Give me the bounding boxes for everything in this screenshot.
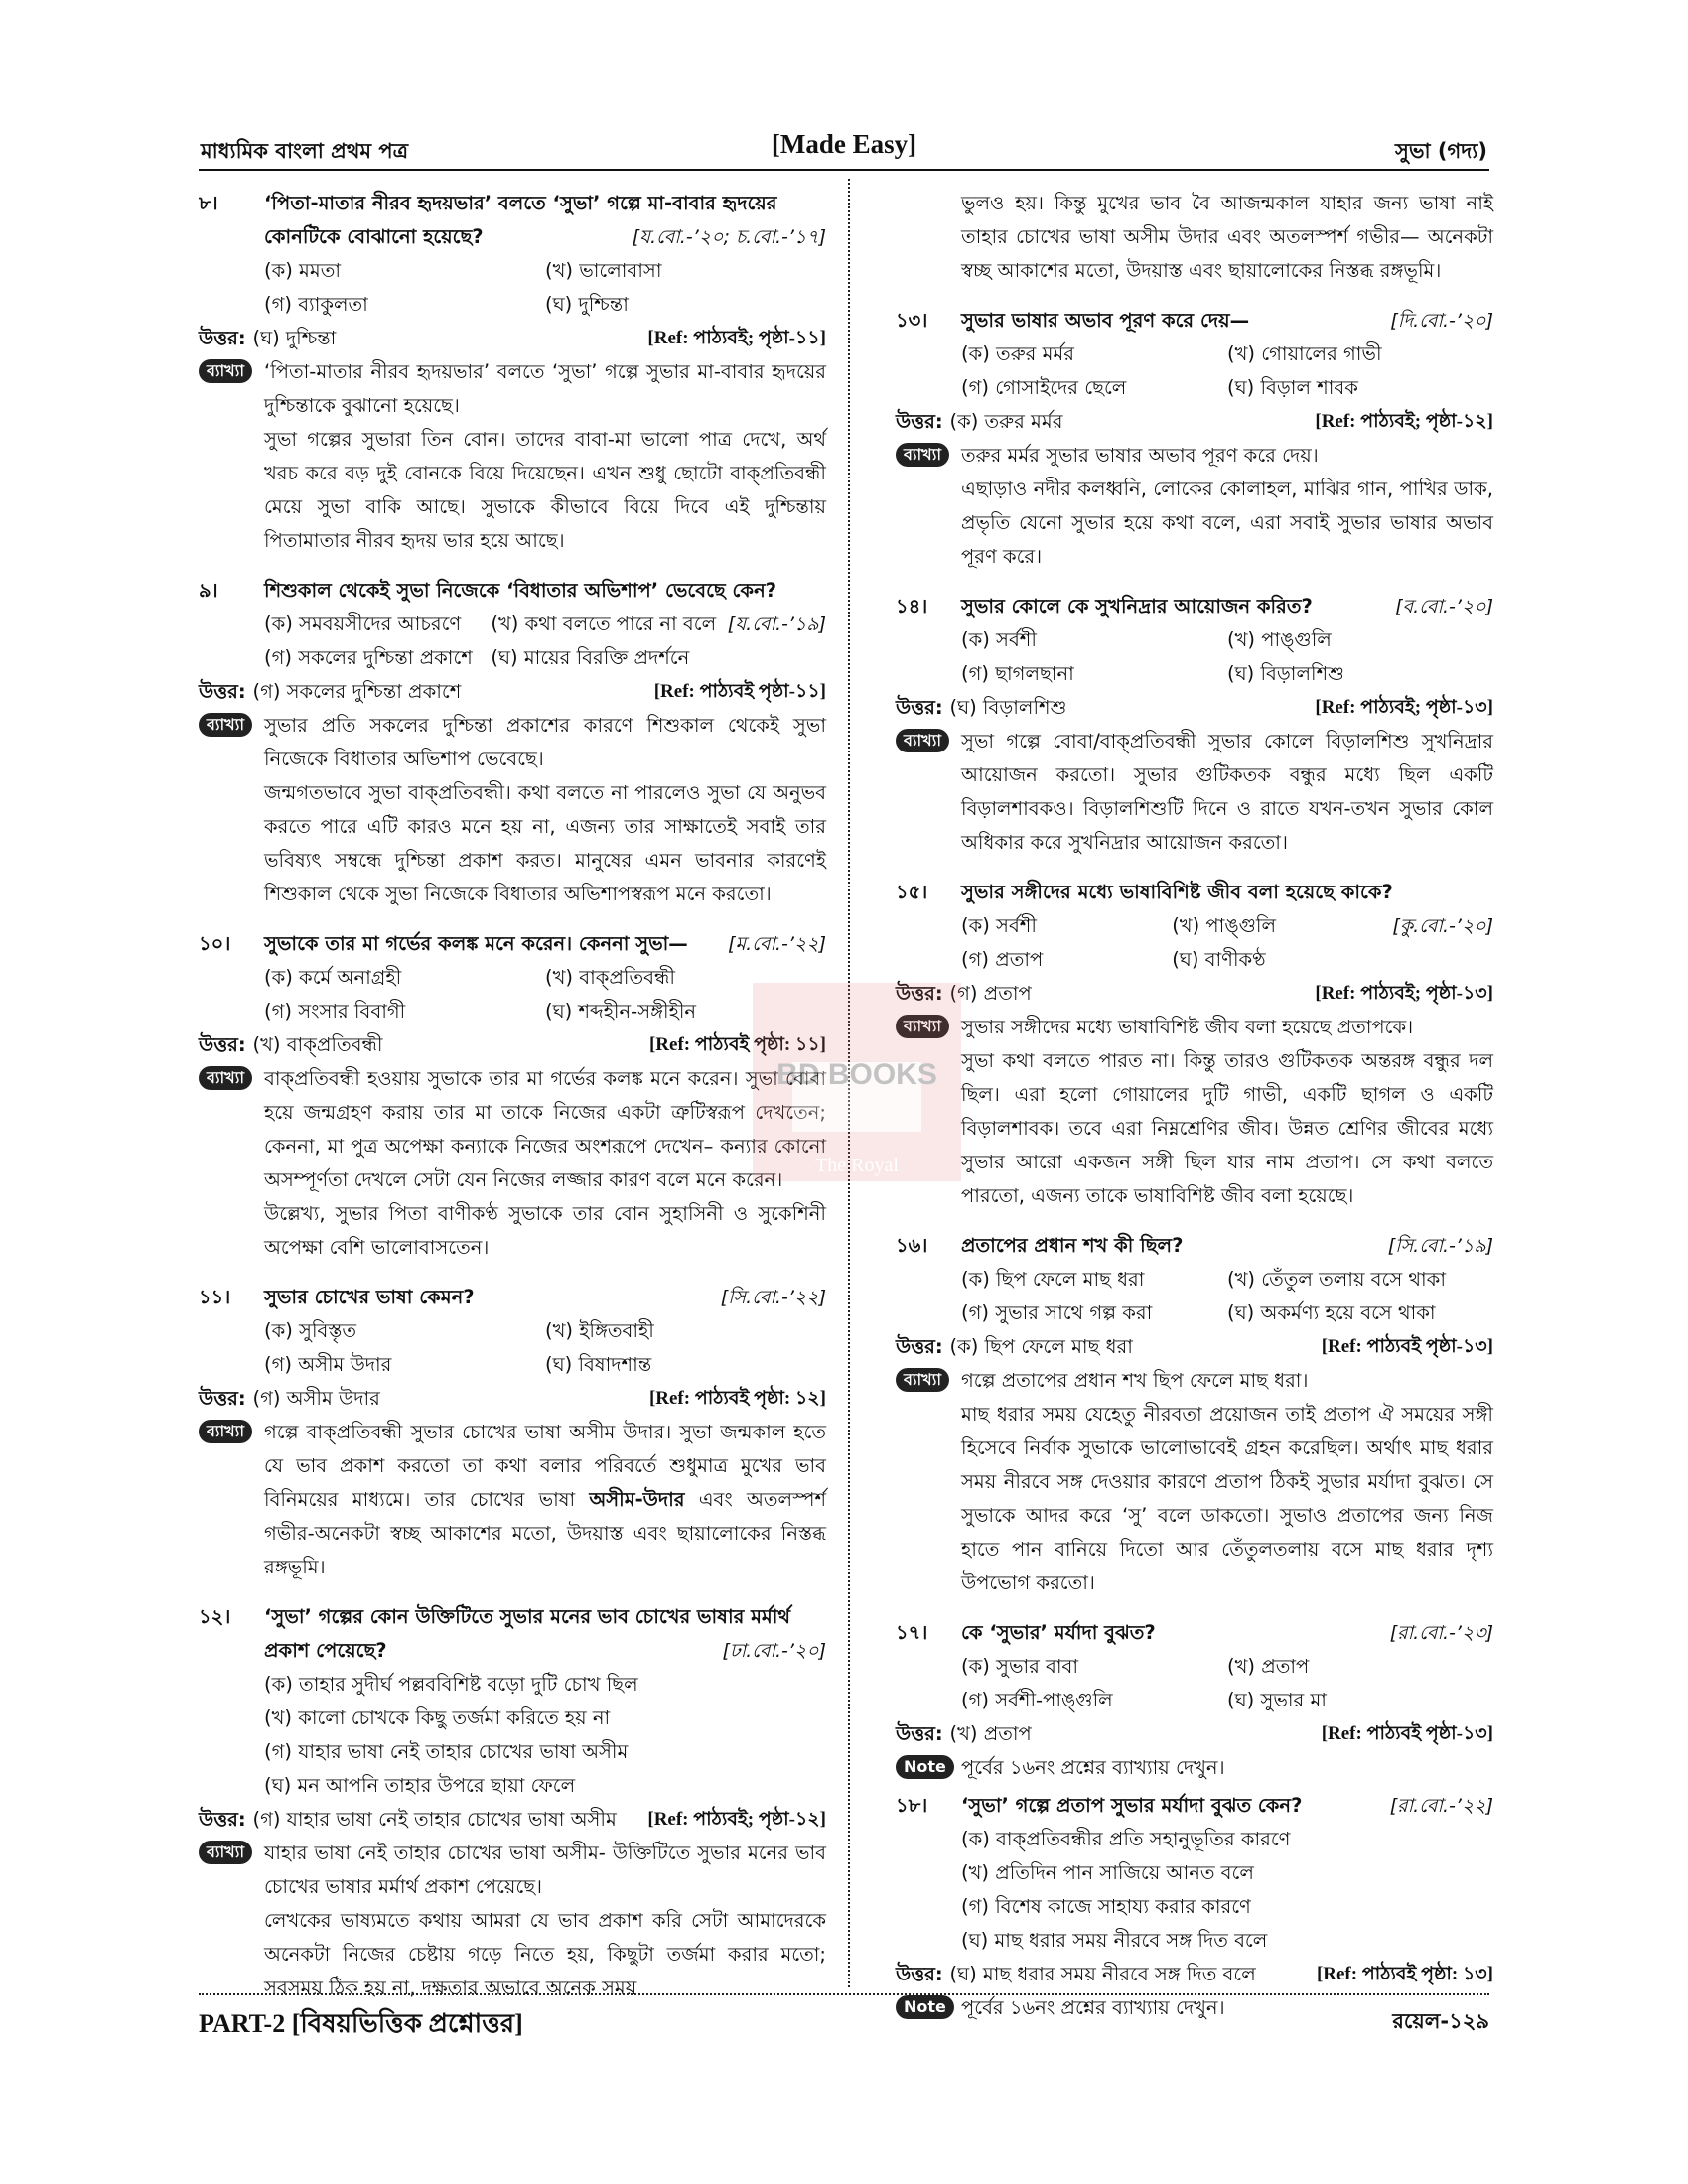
question-text: সুভার ভাষার অভাব পূরণ করে দেয়— (961, 309, 1250, 332)
option-gha: (ঘ) বিষাদশান্ত (545, 1353, 652, 1376)
question-number: ১৩। (896, 309, 928, 332)
answer-line (896, 977, 1493, 1011)
explanation (896, 439, 1493, 574)
options (896, 1823, 1493, 1958)
explanation-badge: ব্যাখ্যা (199, 1066, 252, 1090)
answer-label: উত্তর: (896, 1722, 943, 1745)
question-text: সুভাকে তার মা গর্ভের কলঙ্ক মনে করেন। কেননা সুভা— (264, 932, 688, 955)
explanation (896, 1011, 1493, 1213)
option-gha: (ঘ) মাছ ধরার সময় নীরবে সঙ্গ দিত বলে (961, 1929, 1268, 1952)
explanation-para: উল্লেখ্য, সুভার পিতা বাণীকণ্ঠ সুভাকে তার বোন সুহাসিনী ও সুকেশিনী অপেক্ষা বেশি ভালোবাসতেন। (264, 1202, 826, 1259)
explanation (199, 1416, 826, 1584)
option-kha: (খ) তেঁতুল তলায় বসে থাকা (1227, 1268, 1446, 1291)
option-gha: (ঘ) বিড়ালশিশু (1227, 662, 1344, 685)
option-kha: (খ) বাক্প্রতিবন্ধী (545, 966, 676, 989)
question-18 (896, 1789, 1493, 1823)
option-ka: (ক) সুবিস্তৃত (264, 1319, 357, 1342)
option-kha: (খ) গোয়ালের গাভী (1227, 342, 1382, 365)
options (896, 623, 1493, 691)
explanation-para (264, 1416, 826, 1584)
question-number: ১১। (199, 1286, 231, 1308)
answer-ref: [Ref: পাঠ্যবই পৃষ্ঠা: ১৩] (1316, 1964, 1493, 1984)
answer-value: (ঘ) মাছ ধরার সময় নীরবে সঙ্গ দিত বলে (949, 1963, 1256, 1985)
answer-value: (ঘ) দুশ্চিন্তা (252, 327, 337, 349)
question-number: ১৪। (896, 595, 928, 617)
board-ref: [রা.বো.-’২২] (1389, 1795, 1493, 1817)
question-number: ১৫। (896, 881, 928, 903)
explanation-para: তরুর মর্মর সুভার ভাষার অভাব পূরণ করে দেয়। (961, 444, 1319, 467)
explanation-badge: ব্যাখ্যা (199, 1841, 252, 1864)
explanation-para: ভুলও হয়। কিন্তু মুখের ভাব বৈ আজন্মকাল যাহার জন্য ভাষা নাই তাহার চোখের ভাষা অসীম উদার এবং অতলস্পর্শ গভীর— অনেকটা স্বচ্ছ আকাশের মতো, উদয়াস্ত এবং ছায়ালোকের নিস্তব্ধ রঙ্গভূমি। (961, 192, 1493, 282)
answer-line (896, 691, 1493, 725)
option-ka: (ক) সুভার বাবা (961, 1655, 1079, 1678)
option-kha: (খ) কালো চোখকে কিছু তর্জমা করিতে হয় না (264, 1706, 611, 1729)
answer-line (896, 405, 1493, 439)
answer-label: উত্তর: (199, 680, 246, 703)
note-text: পূর্বের ১৬নং প্রশ্নের ব্যাখ্যায় দেখুন। (961, 1756, 1225, 1779)
explanation-para: মাছ ধরার সময় যেহেতু নীরবতা প্রয়োজন তাই প্রতাপ ঐ সময়ের সঙ্গী হিসেবে নির্বাক সুভাকে ভালোভাবেই গ্রহন করেছিল। অর্থাৎ মাছ ধরার সময় নীরবে সঙ্গ দেওয়ার কারণে প্রতাপ ঠিকই সুভার মর্যাদা বুঝত। সে সুভাকে আদর করে ‘সু’ বলে ডাকতো। সুভাও প্রতাপের জন্য নিজ হাতে পান বানিয়ে দিতো আর তেঁতুলতলায় বসে মাছ ধরার দৃশ্য উপভোগ করতো। (961, 1403, 1493, 1594)
question-text: কে ‘সুভার’ মর্যাদা বুঝত? (961, 1621, 1156, 1644)
option-gha: (ঘ) অকর্মণ্য হয়ে বসে থাকা (1227, 1301, 1436, 1324)
explanation-para: লেখকের ভাষ্যমতে কথায় আমরা যে ভাব প্রকাশ করি সেটা আমাদেরকে অনেকটা নিজের চেষ্টায় গড়ে নিতে হয়, কিছুটা তর্জমা করার মতো; সবসময় ঠিক হয় না, দক্ষতার অভাবে অনেক সময় (264, 1909, 826, 1999)
options (199, 254, 826, 322)
explanation-para: সুভা গল্পের সুভারা তিন বোন। তাদের বাবা-মা ভালো পাত্র দেখে, অর্থ খরচ করে বড় দুই বোনকে বিয়ে দিয়েছেন। এখন শুধু ছোটো বাক্প্রতিবন্ধী মেয়ে সুভা বাকি আছে। সুভাকে কীভাবে বিয়ে দিবে এই দুশ্চিন্তায় পিতামাতার নীরব হৃদয় ভার হয়ে আছে। (264, 428, 826, 552)
question-text: সুভার কোলে কে সুখনিদ্রার আয়োজন করিত? (961, 595, 1313, 617)
footer-part-label: PART-2 [বিষয়ভিত্তিক প্রশ্নোত্তর] (199, 2009, 523, 2038)
option-ka: (ক) ছিপ ফেলে মাছ ধরা (961, 1268, 1145, 1291)
option-ga: (গ) সুভার সাথে গল্প করা (961, 1301, 1153, 1324)
answer-label: উত্তর: (199, 1033, 246, 1056)
explanation-para: গল্পে প্রতাপের প্রধান শখ ছিপ ফেলে মাছ ধরা। (961, 1369, 1309, 1392)
answer-value: (গ) সকলের দুশ্চিন্তা প্রকাশে (252, 680, 462, 703)
book-title: মাধ্যমিক বাংলা প্রথম পত্র (201, 139, 409, 163)
board-ref: [সি.বো.-’১৯] (1387, 1235, 1493, 1257)
answer-label: উত্তর: (199, 327, 246, 349)
page-header (199, 127, 1489, 171)
answer-ref: [Ref: পাঠ্যবই পৃষ্ঠা-১৩] (1321, 1723, 1493, 1744)
answer-value: (ক) তরুর মর্মর (949, 410, 1063, 433)
option-kha: (খ) প্রতিদিন পান সাজিয়ে আনত বলে (961, 1861, 1254, 1884)
question-14 (896, 590, 1493, 623)
option-kha: (খ) পাঙ্গুলি (1227, 628, 1332, 651)
options (199, 608, 718, 675)
option-kha: (খ) ইঙ্গিতবাহী (545, 1319, 654, 1342)
question-number: ১৬। (896, 1234, 928, 1257)
option-kha: (খ) ভালোবাসা (545, 259, 662, 282)
answer-ref: [Ref: পাঠ্যবই; পৃষ্ঠা-১২] (1315, 411, 1493, 432)
note-text: পূর্বের ১৬নং প্রশ্নের ব্যাখ্যায় দেখুন। (961, 1996, 1225, 2019)
explanation (199, 1837, 826, 2005)
left-column (199, 187, 826, 2005)
explanation (199, 709, 826, 911)
option-ga: (গ) গোসাইদের ছেলে (961, 376, 1127, 399)
answer-value: (খ) বাক্প্রতিবন্ধী (252, 1033, 383, 1056)
explanation-para: এছাড়াও নদীর কলধ্বনি, লোকের কোলাহল, মাঝির গান, পাখির ডাক, প্রভৃতি যেনো সুভার হয়ে কথা বলে, এরা সবাই সুভার ভাষার অভাব পূরণ করে। (961, 478, 1493, 568)
explanation-text: গল্পে বাক্প্রতিবন্ধী সুভার চোখের ভাষা অসীম উদার। সুভা জন্মকাল হতে যে ভাব প্রকাশ করতো তা কথা বলার পরিবর্তে শুধুমাত্র মুখের ভাব বিনিময়ের মাধ্যমে। তার চোখের ভাষা (264, 1421, 826, 1511)
answer-label: উত্তর: (199, 1808, 246, 1831)
option-ka: (ক) সর্বশী (961, 914, 1037, 937)
answer-value: (ক) ছিপ ফেলে মাছ ধরা (949, 1335, 1133, 1358)
answer-ref: [Ref: পাঠ্যবই পৃষ্ঠা: ১১] (648, 1034, 826, 1055)
option-ka: (ক) তাহার সুদীর্ঘ পল্লববিশিষ্ট বড়ো দুটি চোখ ছিল (264, 1673, 638, 1696)
explanation-para: ‘পিতা-মাতার নীরব হৃদয়ভার’ বলতে ‘সুভা’ গল্পে সুভার মা-বাবার হৃদয়ের দুশ্চিন্তাকে বুঝানো হয়েছে। (264, 360, 826, 417)
question-number: ১৭। (896, 1621, 928, 1644)
answer-value: (ঘ) বিড়ালশিশু (949, 696, 1067, 719)
answer-line (199, 675, 826, 709)
answer-ref: [Ref: পাঠ্যবই; পৃষ্ঠা-১৩] (1315, 697, 1493, 718)
explanation (199, 355, 826, 558)
question-text: ‘সুভা’ গল্পের কোন উক্তিটিতে সুভার মনের ভাব চোখের ভাষার মর্মার্থ প্রকাশ পেয়েছে? (264, 1605, 791, 1662)
option-ga: (গ) ছাগলছানা (961, 662, 1074, 685)
question-12 (199, 1600, 826, 1668)
question-text: প্রতাপের প্রধান শখ কী ছিল? (961, 1234, 1184, 1257)
explanation-para: সুভার প্রতি সকলের দুশ্চিন্তা প্রকাশের কারণে শিশুকাল থেকেই সুভা নিজেকে বিধাতার অভিশাপ ভেবেছে। (264, 714, 826, 770)
option-ga: (গ) ব্যাকুলতা (264, 293, 368, 316)
board-ref: [য.বো.-’১৯] (727, 614, 826, 635)
option-ga: (গ) সংসার বিবাগী (264, 1000, 406, 1023)
note-badge: Note (896, 1995, 954, 2019)
options (199, 961, 826, 1028)
question-17 (896, 1616, 1493, 1650)
question-text: ‘সুভা’ গল্পে প্রতাপ সুভার মর্যাদা বুঝত কেন? (961, 1794, 1303, 1817)
explanation-para: বাক্প্রতিবন্ধী হওয়ায় সুভাকে তার মা গর্ভের কলঙ্ক মনে করেন। সুভা বোবা হয়ে জন্মগ্রহণ করায় তার মা তাকে নিজের একটা ত্রুটিস্বরূপ দেখতেন; কেননা, মা পুত্র অপেক্ষা কন্যাকে নিজের অংশরূপে দেখেন– কন্যার কোনো অসম্পূর্ণতা দেখলে সেটা যেন নিজের লজ্জার কারণ বলে মনে করেন। (264, 1067, 826, 1191)
answer-line (199, 1028, 826, 1062)
explanation-badge: ব্যাখ্যা (199, 713, 252, 737)
chapter-title: সুভা (গদ্য) (1394, 139, 1487, 163)
answer-ref: [Ref: পাঠ্যবই; পৃষ্ঠা-১১] (647, 328, 826, 348)
option-kha: (খ) কথা বলতে পারে না বলে (491, 613, 717, 635)
question-number: ১০। (199, 932, 231, 955)
answer-ref: [Ref: পাঠ্যবই পৃষ্ঠা-১১] (653, 681, 826, 702)
option-gha: (ঘ) মায়ের বিরক্তি প্রদর্শনে (491, 646, 690, 669)
explanation-badge: ব্যাখ্যা (896, 443, 949, 467)
answer-value: (গ) অসীম উদার (252, 1387, 380, 1410)
explanation-badge: ব্যাখ্যা (896, 729, 949, 752)
answer-value: (গ) যাহার ভাষা নেই তাহার চোখের ভাষা অসীম (252, 1808, 617, 1831)
board-ref: [ম.বো.-’২২] (728, 933, 826, 955)
answer-line (896, 1958, 1493, 1991)
option-gha: (ঘ) শব্দহীন-সঙ্গীহীন (545, 1000, 697, 1023)
explanation-para: সুভা গল্পে বোবা/বাক্প্রতিবন্ধী সুভার কোলে বিড়ালশিশু সুখনিদ্রার আয়োজন করতো। সুভার গুটিকতক বন্ধুর মধ্যে ছিল একটি বিড়ালশাবকও। বিড়ালশিশুটি দিনে ও রাতে যখন-তখন সুভার কোল অধিকার করে সুখনিদ্রার আয়োজন করতো। (961, 730, 1493, 854)
answer-ref: [Ref: পাঠ্যবই পৃষ্ঠা-১৩] (1321, 1336, 1493, 1357)
question-text: ‘পিতা-মাতার নীরব হৃদয়ভার’ বলতে ‘সুভা’ গল্পে মা-বাবার হৃদয়ের কোনটিকে বোঝানো হয়েছে? (264, 192, 777, 248)
explanation-continued (896, 187, 1493, 288)
option-ka: (ক) তরুর মর্মর (961, 342, 1074, 365)
answer-line (199, 322, 826, 355)
options (896, 909, 1382, 977)
option-ka: (ক) কর্মে অনাগ্রহী (264, 966, 402, 989)
answer-label: উত্তর: (896, 410, 943, 433)
option-gha: (ঘ) বাণীকণ্ঠ (1172, 948, 1266, 971)
answer-ref: [Ref: পাঠ্যবই; পৃষ্ঠা-১২] (647, 1809, 826, 1830)
explanation-badge: ব্যাখ্যা (896, 1015, 949, 1038)
question-number: ১৮। (896, 1794, 928, 1817)
explanation-text: এবং অতলস্পর্শ গভীর-অনেকটা স্বচ্ছ আকাশের মতো, উদয়াস্ত এবং ছায়ালোকের নিস্তব্ধ রঙ্গভূমি। (264, 1488, 826, 1578)
options (896, 338, 1493, 405)
question-13 (896, 304, 1493, 338)
page-number: রয়েল-১২৯ (1392, 2009, 1489, 2033)
answer-ref: [Ref: পাঠ্যবই; পৃষ্ঠা-১৩] (1315, 983, 1493, 1004)
note-badge: Note (896, 1755, 954, 1779)
answer-value: (খ) প্রতাপ (949, 1722, 1032, 1745)
watermark-text: BD BOOKS (776, 1058, 937, 1091)
option-gha: (ঘ) দুশ্চিন্তা (545, 293, 629, 316)
option-ka: (ক) সর্বশী (961, 628, 1037, 651)
answer-label: উত্তর: (896, 1335, 943, 1358)
board-ref: [দি.বো.-’২০] (1390, 310, 1493, 332)
series-title: [Made Easy] (771, 129, 917, 159)
board-ref: [ব.বো.-’২০] (1395, 596, 1493, 617)
question-8 (199, 187, 826, 254)
options (199, 1668, 826, 1803)
options (896, 1650, 1493, 1717)
board-ref: [রা.বো.-’২৩] (1389, 1622, 1493, 1644)
question-number: ৮। (199, 192, 218, 214)
answer-label: উত্তর: (896, 982, 943, 1005)
board-ref: [য.বো.-’২০; চ.বো.-’১৭] (632, 226, 826, 248)
question-number: ১২। (199, 1605, 231, 1628)
answer-line (199, 1382, 826, 1416)
option-ga: (গ) সকলের দুশ্চিন্তা প্রকাশে (264, 646, 473, 669)
explanation-highlight: অসীম-উদার (589, 1488, 685, 1511)
answer-label: উত্তর: (896, 1963, 943, 1985)
option-gha: (ঘ) মন আপনি তাহার উপরে ছায়া ফেলে (264, 1774, 576, 1797)
board-ref: [সি.বো.-’২২] (720, 1287, 826, 1308)
answer-label: উত্তর: (896, 696, 943, 719)
board-ref: [কু.বো.-’২০] (1392, 915, 1493, 937)
explanation-badge: ব্যাখ্যা (896, 1368, 949, 1392)
option-ga: (গ) প্রতাপ (961, 948, 1044, 971)
question-11 (199, 1281, 826, 1314)
explanation (896, 725, 1493, 860)
option-ka: (ক) সমবয়সীদের আচরণে (264, 613, 462, 635)
watermark-subtext: The Royal (815, 1155, 899, 1176)
option-ka: (ক) বাক্প্রতিবন্ধীর প্রতি সহানুভূতির কারণে (961, 1828, 1291, 1850)
question-text: সুভার চোখের ভাষা কেমন? (264, 1286, 475, 1308)
option-gha: (ঘ) বিড়াল শাবক (1227, 376, 1358, 399)
question-16 (896, 1229, 1493, 1263)
right-column (896, 187, 1493, 2025)
answer-line (199, 1803, 826, 1837)
answer-value: (গ) প্রতাপ (949, 982, 1032, 1005)
option-gha: (ঘ) সুভার মা (1227, 1689, 1327, 1711)
explanation-badge: ব্যাখ্যা (199, 359, 252, 383)
column-divider (848, 179, 850, 1987)
answer-line (896, 1717, 1493, 1751)
explanation-para: জন্মগতভাবে সুভা বাক্প্রতিবন্ধী। কথা বলতে না পারলেও সুভা যে অনুভব করতে পারে এটি কারও মনে হয় না, এজন্য তার সাক্ষাতেই সবাই তার ভবিষ্যৎ সম্বন্ধে দুশ্চিন্তা প্রকাশ করত। মানুষের এমন ভাবনার কারণেই শিশুকাল থেকে সুভা নিজেকে বিধাতার অভিশাপস্বরূপ মনে করতো। (264, 781, 826, 905)
board-ref: [ঢা.বো.-’২০] (722, 1640, 826, 1662)
explanation-para: সুভা কথা বলতে পারত না। কিন্তু তারও গুটিকতক অন্তরঙ্গ বন্ধুর দল ছিল। এরা হলো গোয়ালের দুটি গাভী, একটি ছাগল ও একটি বিড়ালশাবক। তবে এরা নিম্নশ্রেণির জীব। উন্নত শ্রেণির জীবের মধ্যে সুভার আরো একজন সঙ্গী ছিল যার নাম প্রতাপ। সে কথা বলতে পারতো, এজন্য তাকে ভাষাবিশিষ্ট জীব বলা হয়েছে। (961, 1049, 1493, 1207)
option-ka: (ক) মমতা (264, 259, 341, 282)
explanation (896, 1364, 1493, 1600)
explanation (199, 1062, 826, 1265)
question-text: শিশুকাল থেকেই সুভা নিজেকে ‘বিধাতার অভিশাপ’ ভেবেছে কেন? (264, 579, 777, 602)
note (896, 1751, 1493, 1785)
explanation-para: যাহার ভাষা নেই তাহার চোখের ভাষা অসীম- উক্তিটিতে সুভার মনের ভাব চোখের ভাষার মর্মার্থ প্রকাশ পেয়েছে। (264, 1842, 826, 1898)
option-kha: (খ) পাঙ্গুলি (1172, 914, 1277, 937)
option-ga: (গ) অসীম উদার (264, 1353, 392, 1376)
explanation-para: সুভার সঙ্গীদের মধ্যে ভাষাবিশিষ্ট জীব বলা হয়েছে প্রতাপকে। (961, 1016, 1414, 1038)
option-kha: (খ) প্রতাপ (1227, 1655, 1310, 1678)
option-ga: (গ) যাহার ভাষা নেই তাহার চোখের ভাষা অসীম (264, 1740, 629, 1763)
answer-label: উত্তর: (199, 1387, 246, 1410)
question-number: ৯। (199, 579, 218, 602)
explanation-badge: ব্যাখ্যা (199, 1420, 252, 1443)
footer-rule (199, 1993, 1489, 1995)
question-text: সুভার সঙ্গীদের মধ্যে ভাষাবিশিষ্ট জীব বলা হয়েছে কাকে? (961, 881, 1393, 903)
answer-line (896, 1330, 1493, 1364)
options (199, 1314, 826, 1382)
answer-ref: [Ref: পাঠ্যবই পৃষ্ঠা: ১২] (648, 1388, 826, 1409)
option-ga: (গ) বিশেষ কাজে সাহায্য করার কারণে (961, 1895, 1251, 1918)
question-10 (199, 927, 826, 961)
option-ga: (গ) সর্বশী-পাঙ্গুলি (961, 1689, 1113, 1711)
options (896, 1263, 1493, 1330)
